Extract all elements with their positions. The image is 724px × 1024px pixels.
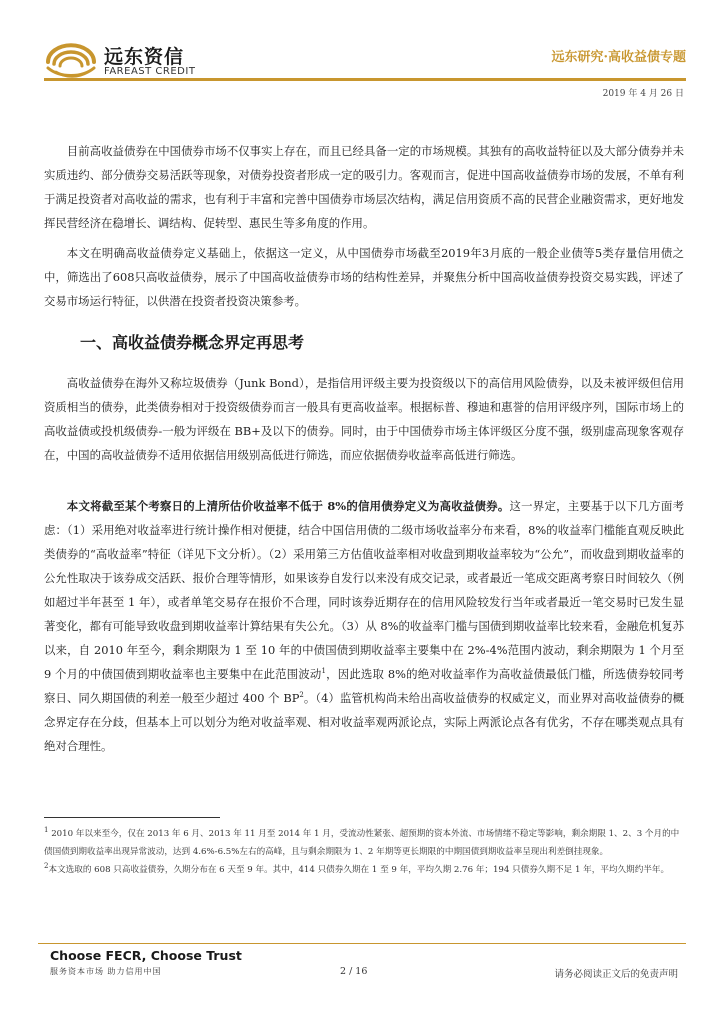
criteria-text-b: ，因此选取 8%的绝对收益率作为高收益债最低门槛，所选债券较同考察日、同久期国债的利差一般至少超过 400 个 BP (44, 667, 684, 705)
intro-paragraph-1-wrap (44, 139, 684, 235)
footer-tagline: 服务资本市场 助力信用中国 (50, 967, 162, 976)
report-date: 2019 年 4 月 26 日 (602, 89, 684, 99)
header-divider (44, 78, 686, 81)
footnote-1 (44, 825, 684, 861)
criteria-text-a: 这一界定，主要基于以下几方面考虑：（1）采用绝对收益率进行统计操作相对便捷，结合中国信用债的二级市场收益率分布来看，8%的收益率门槛能直观反映此类债券的“高收益率”特征（详见下文分析）。（2）采用第三方估值收益率相对收盘到期收益率较为“公允”，而收盘到期收益率的公允性取决于该券成交活跃、报价合理等情形，如果该券自发行以来没有成交记录，或者最近一笔成交距离考察日时间较久（例如超过半年甚至 1 年），或者单笔交易存在报价不合理，同时该券近期存在的信用风险较发行当年或者最近一笔交易时已发生显著变化，都有可能导致收盘到期收益率计算结果有失公允。（3）从 8%的收益率门槛与国债到期收益率比较来看，金融危机复苏以来，自 2010 年至今，剩余期限为 1 至 10 年的中债国债到期收益率主要集中在 2%-4%范围内波动，剩余期限为 1 个月至 9 个月的中债国债到期收益率也主要集中在此范围波动 (44, 499, 684, 681)
footnote-1-text: 2010 年以来至今，仅在 2013 年 6 月、2013 年 11 月至 2014 年 1 月，受流动性紧张、超预期的资本外流、市场情绪不稳定等影响，剩余期限 1、2、3 个月的中债国债到期收益率出现异常波动，达到 4.6%-6.5%左右的高峰，且与剩余期限为 1、2 年期等更长期限的中期国债到期收益率呈现出利差倒挂现象。 (44, 829, 680, 857)
definition-paragraph-wrap (44, 371, 684, 467)
footnote-2-number: 2 (44, 862, 49, 871)
brand-name-cn: 远东资信 (104, 46, 185, 68)
fareast-logo-icon (44, 40, 98, 80)
report-series-title: 远东研究·高收益债专题 (551, 50, 686, 65)
intro-paragraph-1: 目前高收益债券在中国债券市场不仅事实上存在，而且已经具备一定的市场规模。其独有的高收益特征以及大部分债券并未实质违约、部分债券交易活跃等现象，对债券投资者形成一定的吸引力。客观而言，促进中国高收益债券市场的发展，不单有利于满足投资者对高收益的需求，也有利于丰富和完善中国债券市场层次结构，满足信用资质不高的民营企业融资需求，更好地发挥民营经济在稳增长、调结构、促转型、惠民生等多角度的作用。 (44, 144, 684, 230)
section-1-heading: 一、高收益债券概念界定再思考 (80, 333, 305, 352)
section-heading-wrap (44, 330, 684, 353)
footnotes (44, 825, 684, 879)
page-number: 2 / 16 (340, 966, 368, 977)
footer-slogan: Choose FECR, Choose Trust (50, 948, 242, 963)
footnote-ref-1[interactable]: 1 (321, 667, 326, 676)
footnote-divider (44, 817, 220, 818)
intro-paragraph-2-wrap (44, 241, 684, 313)
footnote-1-number: 1 (44, 826, 49, 835)
criteria-text-c: 。（4）监管机构尚未给出高收益债券的权威定义，而业界对高收益债券的概念界定存在分歧，但基本上可以划分为绝对收益率观、相对收益率观两派论点，实际上两派论点各有优劣，不存在哪类观点具有绝对合理性。 (44, 691, 684, 753)
footer-divider (38, 943, 686, 944)
criteria-paragraph (44, 494, 684, 758)
intro-paragraph-2: 本文在明确高收益债券定义基础上，依据这一定义，从中国债券市场截至2019年3月底的一般企业债等5类存量信用债之中，筛选出了608只高收益债券，展示了中国高收益债券市场的结构性差异，并聚焦分析中国高收益债券投资交易实践，评述了交易市场运行特征，以供潜在投资者投资决策参考。 (44, 246, 684, 308)
definition-statement: 本文将截至某个考察日的上清所估价收益率不低于 8%的信用债券定义为高收益债券。 (66, 499, 510, 513)
footnote-2-text: 本文选取的 608 只高收益债券，久期分布在 6 天至 9 年。其中，414 只债券久期在 1 至 9 年，平均久期 2.76 年；194 只债券久期不足 1 年，平均久期约半年。 (48, 865, 670, 875)
disclaimer-notice: 请务必阅读正文后的免责声明 (554, 969, 678, 980)
junk-bond-definition-paragraph: 高收益债券在海外又称垃圾债券（Junk Bond），是指信用评级主要为投资级以下的高信用风险债券，以及未被评级但信用资质相当的债券，此类债券相对于投资级债券而言一般具有更高收益率。根据标普、穆迪和惠誉的信用评级序列，国际市场上的高收益债或投机级债券-一般为评级在 BB+及以下的债券。同时，由于中国债券市场主体评级区分度不强，级别虚高现象客观存在，中国的高收益债券不适用依据信用级别高低进行筛选，而应依据债券收益率高低进行筛选。 (44, 376, 684, 462)
brand-name-en: FAREAST CREDIT (104, 66, 196, 77)
footnote-2 (44, 861, 684, 879)
criteria-paragraph-wrap (44, 494, 684, 758)
page-header (0, 0, 724, 100)
footnote-ref-2[interactable]: 2 (299, 691, 304, 700)
